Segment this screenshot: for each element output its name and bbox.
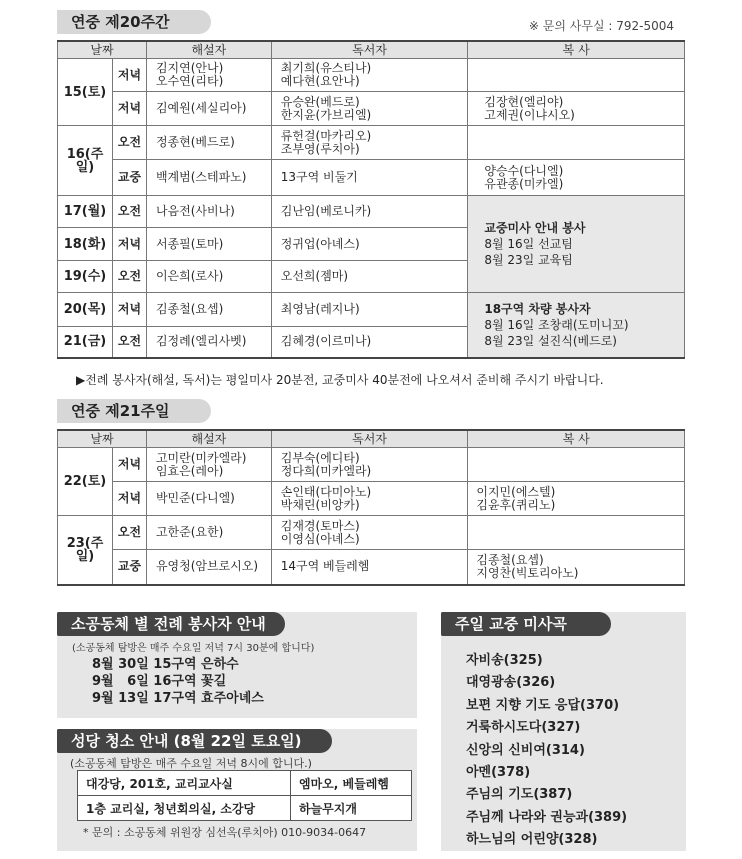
reader-cell: 최영남(레지나): [271, 293, 468, 327]
server-cell: [468, 59, 685, 92]
cleaning-zone: 하늘무지개: [291, 796, 412, 821]
header-date: 날짜: [58, 41, 147, 59]
week21-title: 연중 제21주일: [57, 399, 211, 423]
session-cell: 오전: [112, 196, 146, 228]
session-cell: 저녁: [112, 92, 146, 126]
table-row: [58, 550, 685, 585]
reader-cell: 14구역 베들레헴: [271, 550, 468, 585]
server-cell: [468, 516, 685, 550]
table-row: [58, 448, 685, 482]
header-server: 복 사: [468, 430, 685, 448]
day-cell: 19(수): [58, 261, 113, 293]
commentator-cell: 김정례(엘리사벳): [146, 327, 271, 358]
server-cell: 양승수(다니엘) 유관종(미카엘): [468, 160, 685, 196]
session-cell: 교중: [112, 550, 146, 585]
zone-line: 9월 6일 16구역 꽃길: [92, 674, 227, 689]
commentator-cell: 서종필(토마): [146, 228, 271, 261]
commentator-cell: 정종현(베드로): [146, 126, 271, 160]
cleaning-area: 1층 교리실, 청년회의실, 소강당: [78, 796, 291, 821]
reader-cell: 김부숙(에디타) 정다희(미카엘라): [271, 448, 468, 482]
hymns-list: [466, 650, 627, 852]
list-item: 거룩하시도다(327): [466, 720, 581, 736]
small-community-sub: (소공동체 탐방은 매주 수요일 저녁 7시 30분에 합니다): [72, 643, 315, 654]
session-cell: 오전: [112, 126, 146, 160]
commentator-cell: 유영청(암브로시오): [146, 550, 271, 585]
table-row: [78, 771, 412, 796]
service-note: ▶전례 봉사자(해설, 독서)는 평일미사 20분전, 교중미사 40분전에 나오셔서 준비해 주시기 바랍니다.: [76, 373, 604, 387]
server-cell: 이지민(에스텔) 김윤후(퀴리노): [468, 482, 685, 516]
day-cell: 17(월): [58, 196, 113, 228]
contact-phone: ※ 문의 사무실 : 792-5004: [528, 19, 674, 33]
session-cell: 저녁: [112, 59, 146, 92]
day-cell: 15(토): [58, 59, 113, 126]
reader-cell: 13구역 비둘기: [271, 160, 468, 196]
session-cell: 오전: [112, 261, 146, 293]
reader-cell: 최기희(유스티나) 예다현(요안나): [271, 59, 468, 92]
session-cell: 저녁: [112, 482, 146, 516]
session-cell: 교중: [112, 160, 146, 196]
cleaning-zone: 엠마오, 베들레헴: [291, 771, 412, 796]
day-cell: 16(주일): [58, 126, 113, 196]
day-cell: 18(화): [58, 228, 113, 261]
session-cell: 저녁: [112, 228, 146, 261]
header-server: 복 사: [468, 41, 685, 59]
cleaning-table: [77, 770, 412, 821]
session-cell: 저녁: [112, 293, 146, 327]
table-row: [58, 160, 685, 196]
day-cell: 23(주일): [58, 516, 113, 585]
table-row: [78, 796, 412, 821]
hymns-title: 주일 교중 미사곡: [441, 612, 611, 636]
session-cell: 오전: [112, 327, 146, 358]
reader-cell: 정귀업(아녜스): [271, 228, 468, 261]
parking-service: 18구역 차량 봉사자 8월 16일 조창래(도미니꼬) 8월 23일 설진식(베드로): [468, 293, 685, 358]
week21-schedule-table: [57, 429, 685, 586]
table-row: [58, 59, 685, 92]
commentator-cell: 고한준(요한): [146, 516, 271, 550]
server-cell: 김장현(엘리야) 고제권(이냐시오): [468, 92, 685, 126]
commentator-cell: 박민준(다니엘): [146, 482, 271, 516]
commentator-cell: 김예원(세실리아): [146, 92, 271, 126]
small-community-title: 소공동체 별 전례 봉사자 안내: [57, 612, 285, 636]
week20-schedule-table: [57, 40, 685, 359]
list-item: 주님께 나라와 권능과(389): [466, 809, 628, 825]
table-row: [58, 126, 685, 160]
reader-cell: 유승완(베드로) 한지윤(가브리엘): [271, 92, 468, 126]
zone-line: 8월 30일 15구역 은하수: [92, 657, 239, 672]
table-row: [58, 196, 685, 228]
cleaning-title: 성당 청소 안내 (8월 22일 토요일): [57, 729, 332, 753]
reader-cell: 오선희(젬마): [271, 261, 468, 293]
table-row: [58, 293, 685, 327]
cleaning-area: 대강당, 201호, 교리교사실: [78, 771, 291, 796]
list-item: 아멘(378): [466, 765, 531, 781]
session-cell: 저녁: [112, 448, 146, 482]
commentator-cell: 김종철(요셉): [146, 293, 271, 327]
reader-cell: 손인태(다미아노) 박채린(비앙카): [271, 482, 468, 516]
list-item: 주님의 기도(387): [466, 787, 573, 803]
day-cell: 22(토): [58, 448, 113, 516]
list-item: 하느님의 어린양(328): [466, 832, 598, 848]
header-commentator: 해설자: [146, 430, 271, 448]
table-row: [58, 482, 685, 516]
commentator-cell: 백계범(스테파노): [146, 160, 271, 196]
server-cell: [468, 448, 685, 482]
day-cell: 20(목): [58, 293, 113, 327]
commentator-cell: 나음전(사비나): [146, 196, 271, 228]
header-reader: 독서자: [271, 430, 468, 448]
zone-line: 9월 13일 17구역 효주아녜스: [92, 691, 264, 706]
list-item: 대영광송(326): [466, 675, 556, 691]
week20-title: 연중 제20주간: [57, 10, 211, 34]
reader-cell: 김재경(토마스) 이영심(아녜스): [271, 516, 468, 550]
cleaning-sub: (소공동체 탐방은 매주 수요일 저녁 8시에 합니다.): [70, 757, 312, 770]
server-cell: 김종철(요셉) 지영찬(빅토리아노): [468, 550, 685, 585]
header-reader: 독서자: [271, 41, 468, 59]
list-item: 신앙의 신비여(314): [466, 742, 585, 758]
session-cell: 오전: [112, 516, 146, 550]
list-item: 보편 지향 기도 응답(370): [466, 697, 620, 713]
server-cell: [468, 126, 685, 160]
header-date: 날짜: [58, 430, 147, 448]
reader-cell: 김혜경(이르미나): [271, 327, 468, 358]
table-row: [58, 92, 685, 126]
commentator-cell: 김지연(안나) 오수연(리타): [146, 59, 271, 92]
reader-cell: 류헌걸(마카리오) 조부영(루치아): [271, 126, 468, 160]
cleaning-contact: * 문의 : 소공동체 위원장 심선옥(루치아) 010-9034-0647: [83, 826, 367, 839]
commentator-cell: 고미란(미카엘라) 임효은(레아): [146, 448, 271, 482]
day-cell: 21(금): [58, 327, 113, 358]
header-commentator: 해설자: [146, 41, 271, 59]
commentator-cell: 이은희(로사): [146, 261, 271, 293]
reader-cell: 김난임(베로니카): [271, 196, 468, 228]
list-item: 자비송(325): [466, 653, 543, 668]
mass-guide-service: 교중미사 안내 봉사 8월 16일 선교팀 8월 23일 교육팀: [468, 196, 685, 293]
table-row: [58, 516, 685, 550]
